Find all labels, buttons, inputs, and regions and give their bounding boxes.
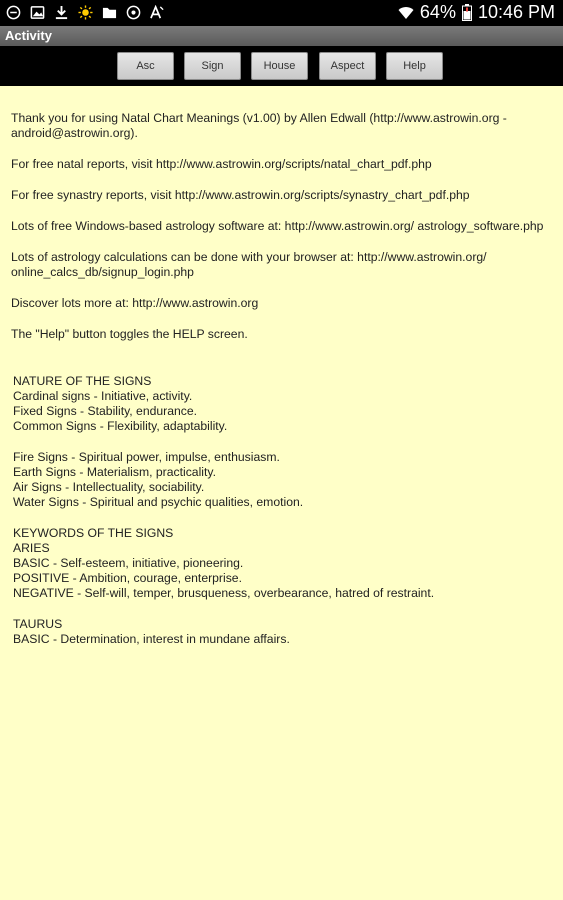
sign-positive: POSITIVE - Ambition, courage, enterprise. xyxy=(13,571,242,585)
sign-button[interactable]: Sign xyxy=(184,52,241,80)
main-text-area[interactable] xyxy=(0,86,563,900)
house-button[interactable]: House xyxy=(251,52,308,80)
intro-paragraph: The "Help" button toggles the HELP screen. xyxy=(11,327,248,341)
sign-element: Water Signs - Spiritual and psychic qualities, emotion. xyxy=(13,495,304,509)
sign-quality: Common Signs - Flexibility, adaptability. xyxy=(13,419,228,433)
wifi-icon xyxy=(398,6,414,20)
settings-icon xyxy=(126,5,141,20)
help-button[interactable]: Help xyxy=(386,52,443,80)
intro-paragraph: Thank you for using Natal Chart Meanings (v1.00) by Allen Edwall (http://www.astrowin.org - android@astrowin.org). xyxy=(11,111,507,140)
section-heading: KEYWORDS OF THE SIGNS xyxy=(13,526,174,540)
notification-icons xyxy=(6,5,165,20)
asc-button[interactable]: Asc xyxy=(117,52,174,80)
sign-quality: Fixed Signs - Stability, endurance. xyxy=(13,404,198,418)
sign-element: Fire Signs - Spiritual power, impulse, enthusiasm. xyxy=(13,450,280,464)
toolbar xyxy=(0,46,563,86)
aspect-button[interactable]: Aspect xyxy=(319,52,376,80)
clock: 10:46 PM xyxy=(477,2,555,22)
sign-element: Earth Signs - Materialism, practicality. xyxy=(13,465,216,479)
minus-circle-icon xyxy=(6,5,21,20)
sign-basic: BASIC - Self-esteem, initiative, pioneering. xyxy=(13,556,244,570)
battery-percent: 64% xyxy=(419,2,456,22)
font-size-icon xyxy=(150,5,165,20)
sign-basic: BASIC - Determination, interest in mundane affairs. xyxy=(13,632,290,646)
download-icon xyxy=(54,5,69,20)
intro-paragraph: Lots of free Windows-based astrology software at: http://www.astrowin.org/ astrology_software.php xyxy=(11,219,544,233)
sign-name: TAURUS xyxy=(13,617,63,631)
battery-icon xyxy=(462,4,472,21)
intro-paragraph: For free natal reports, visit http://www.astrowin.org/scripts/natal_chart_pdf.php xyxy=(11,157,432,171)
system-indicators xyxy=(398,2,555,23)
sign-name: ARIES xyxy=(13,541,50,555)
folder-icon xyxy=(102,5,117,20)
brightness-icon xyxy=(78,5,93,20)
section-heading: NATURE OF THE SIGNS xyxy=(13,374,152,388)
intro-paragraph: Lots of astrology calculations can be done with your browser at: http://www.astrowin.org/ online_calcs_db/signup_login.php xyxy=(11,250,487,279)
image-icon xyxy=(30,5,45,20)
intro-paragraph: Discover lots more at: http://www.astrowin.org xyxy=(11,296,259,310)
sign-quality: Cardinal signs - Initiative, activity. xyxy=(13,389,193,403)
sign-element: Air Signs - Intellectuality, sociability. xyxy=(13,480,205,494)
sign-negative: NEGATIVE - Self-will, temper, brusqueness, overbearance, hatred of restraint. xyxy=(13,586,435,600)
app-title: Activity xyxy=(5,28,52,43)
app-title-bar xyxy=(0,26,563,46)
status-bar xyxy=(0,0,563,26)
intro-paragraph: For free synastry reports, visit http://www.astrowin.org/scripts/synastry_chart_pdf.php xyxy=(11,188,470,202)
